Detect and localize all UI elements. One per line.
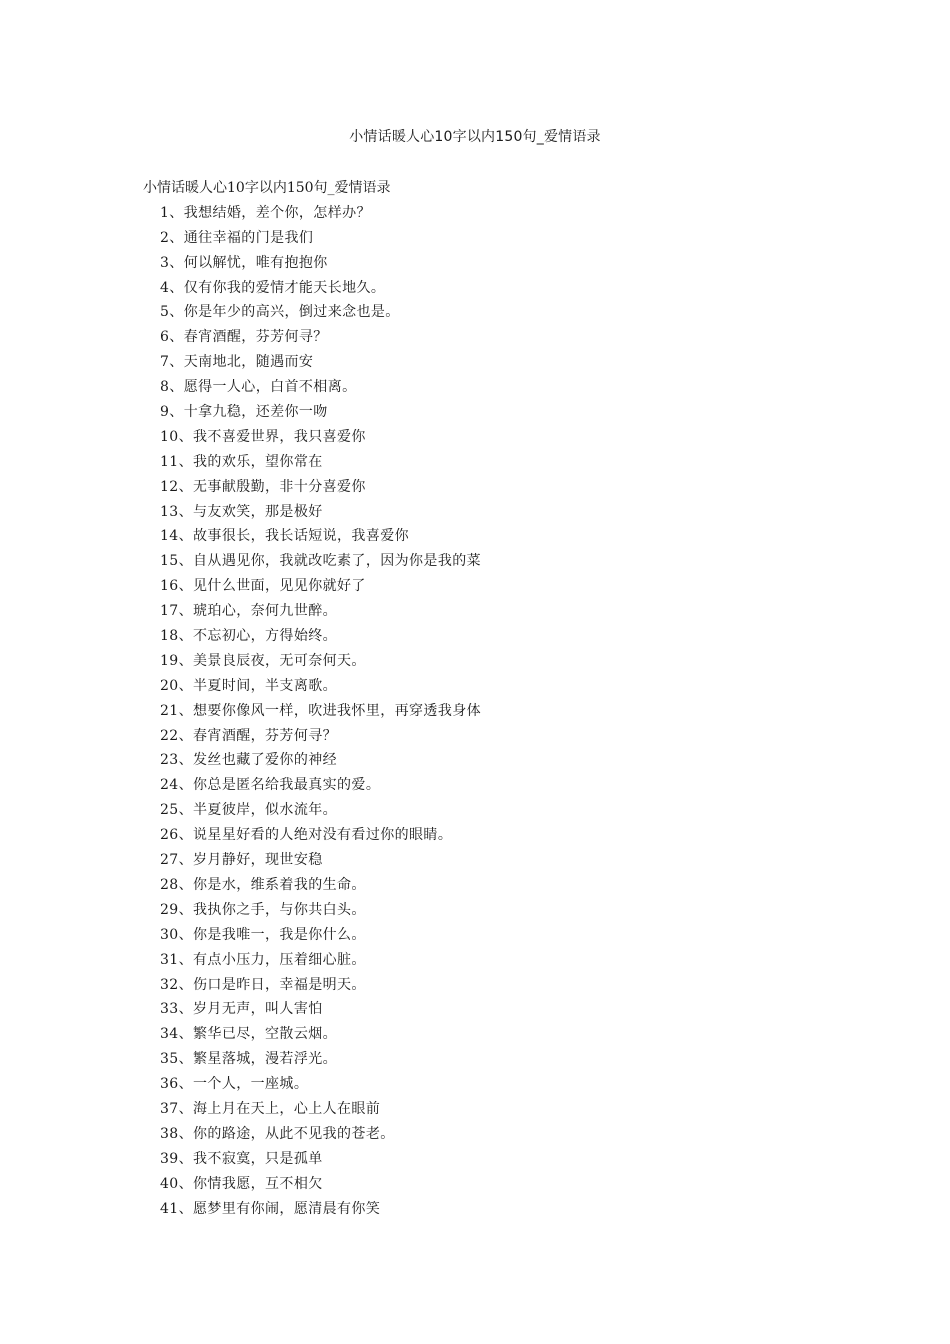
list-item bbox=[143, 1072, 843, 1097]
list-item bbox=[143, 251, 843, 276]
quote-list bbox=[143, 201, 843, 1222]
list-item-text: 21、想要你像风一样，吹进我怀里，再穿透我身体 bbox=[160, 702, 482, 719]
list-item-text: 10、我不喜爱世界，我只喜爱你 bbox=[160, 428, 366, 445]
list-item-text: 38、你的路途，从此不见我的苍老。 bbox=[160, 1125, 395, 1142]
document-body bbox=[143, 176, 843, 1221]
list-item bbox=[143, 524, 843, 549]
list-item-text: 5、你是年少的高兴，倒过来念也是。 bbox=[160, 304, 400, 321]
list-item-text: 13、与友欢笑，那是极好 bbox=[160, 503, 323, 520]
list-item bbox=[143, 898, 843, 923]
list-item-text: 40、你情我愿，互不相欠 bbox=[160, 1175, 323, 1192]
list-item-text: 11、我的欢乐，望你常在 bbox=[160, 453, 323, 470]
list-item bbox=[143, 1197, 843, 1222]
list-item bbox=[143, 1122, 843, 1147]
list-item-text: 4、仅有你我的爱情才能天长地久。 bbox=[160, 279, 386, 296]
list-item bbox=[143, 823, 843, 848]
list-item bbox=[143, 1047, 843, 1072]
list-item-text: 2、通往幸福的门是我们 bbox=[160, 229, 314, 246]
list-item bbox=[143, 624, 843, 649]
list-item bbox=[143, 500, 843, 525]
list-item bbox=[143, 923, 843, 948]
list-item bbox=[143, 1172, 843, 1197]
list-item bbox=[143, 948, 843, 973]
list-item-text: 37、海上月在天上，心上人在眼前 bbox=[160, 1100, 381, 1117]
list-item bbox=[143, 699, 843, 724]
list-item bbox=[143, 1022, 843, 1047]
list-item-text: 33、岁月无声，叫人害怕 bbox=[160, 1001, 323, 1018]
list-item bbox=[143, 724, 843, 749]
list-item bbox=[143, 599, 843, 624]
list-item-text: 6、春宵酒醒，芬芳何寻？ bbox=[160, 329, 328, 346]
list-item-text: 17、琥珀心，奈何九世醉。 bbox=[160, 603, 338, 620]
list-item-text: 34、繁华已尽，空散云烟。 bbox=[160, 1026, 338, 1043]
list-item-text: 25、半夏彼岸，似水流年。 bbox=[160, 802, 338, 819]
list-item-text: 32、伤口是昨日，幸福是明天。 bbox=[160, 976, 366, 993]
list-item-text: 31、有点小压力，压着细心脏。 bbox=[160, 951, 366, 968]
list-item bbox=[143, 400, 843, 425]
document-title: 小情话暖人心10字以内150句_爱情语录 bbox=[349, 129, 601, 145]
list-item bbox=[143, 748, 843, 773]
list-item-text: 26、说星星好看的人绝对没有看过你的眼睛。 bbox=[160, 827, 453, 844]
list-item-text: 36、一个人，一座城。 bbox=[160, 1076, 309, 1093]
list-item bbox=[143, 798, 843, 823]
list-item-text: 1、我想结婚，差个你，怎样办？ bbox=[160, 204, 371, 221]
list-item-text: 41、愿梦里有你闹，愿清晨有你笑 bbox=[160, 1200, 381, 1217]
list-item bbox=[143, 773, 843, 798]
list-item bbox=[143, 226, 843, 251]
list-item-text: 28、你是水，维系着我的生命。 bbox=[160, 876, 366, 893]
list-item-text: 16、见什么世面，见见你就好了 bbox=[160, 578, 366, 595]
list-item-text: 7、天南地北，随遇而安 bbox=[160, 354, 314, 371]
list-item-text: 24、你总是匿名给我最真实的爱。 bbox=[160, 777, 381, 794]
list-item-text: 39、我不寂寞，只是孤单 bbox=[160, 1150, 323, 1167]
list-item bbox=[143, 649, 843, 674]
list-item bbox=[143, 276, 843, 301]
list-item-text: 30、你是我唯一，我是你什么。 bbox=[160, 926, 366, 943]
list-item-text: 19、美景良辰夜，无可奈何天。 bbox=[160, 652, 366, 669]
list-item bbox=[143, 300, 843, 325]
list-item-text: 18、不忘初心，方得始终。 bbox=[160, 628, 338, 645]
list-item bbox=[143, 973, 843, 998]
list-item-text: 35、繁星落城，漫若浮光。 bbox=[160, 1051, 338, 1068]
list-item-text: 22、春宵酒醒，芬芳何寻？ bbox=[160, 727, 338, 744]
list-item bbox=[143, 848, 843, 873]
list-item bbox=[143, 450, 843, 475]
list-item bbox=[143, 201, 843, 226]
list-item bbox=[143, 549, 843, 574]
list-item-text: 23、发丝也藏了爱你的神经 bbox=[160, 752, 338, 769]
list-item-text: 14、故事很长，我长话短说，我喜爱你 bbox=[160, 528, 410, 545]
list-item bbox=[143, 873, 843, 898]
list-item-text: 9、十拿九稳，还差你一吻 bbox=[160, 404, 328, 421]
section-heading: 小情话暖人心10字以内150句_爱情语录 bbox=[143, 180, 391, 196]
list-item bbox=[143, 574, 843, 599]
list-item bbox=[143, 375, 843, 400]
list-item-text: 3、何以解忧，唯有抱抱你 bbox=[160, 254, 328, 271]
list-item bbox=[143, 997, 843, 1022]
list-item-text: 29、我执你之手，与你共白头。 bbox=[160, 901, 366, 918]
list-item-text: 8、愿得一人心，白首不相离。 bbox=[160, 379, 357, 396]
list-item bbox=[143, 1147, 843, 1172]
list-item bbox=[143, 425, 843, 450]
list-item bbox=[143, 674, 843, 699]
list-item bbox=[143, 350, 843, 375]
list-item bbox=[143, 475, 843, 500]
list-item-text: 20、半夏时间，半支离歌。 bbox=[160, 677, 338, 694]
list-item-text: 15、自从遇见你，我就改吃素了，因为你是我的菜 bbox=[160, 553, 482, 570]
list-item-text: 27、岁月静好，现世安稳 bbox=[160, 852, 323, 869]
list-item bbox=[143, 1097, 843, 1122]
list-item-text: 12、无事献殷勤，非十分喜爱你 bbox=[160, 478, 366, 495]
list-item bbox=[143, 325, 843, 350]
